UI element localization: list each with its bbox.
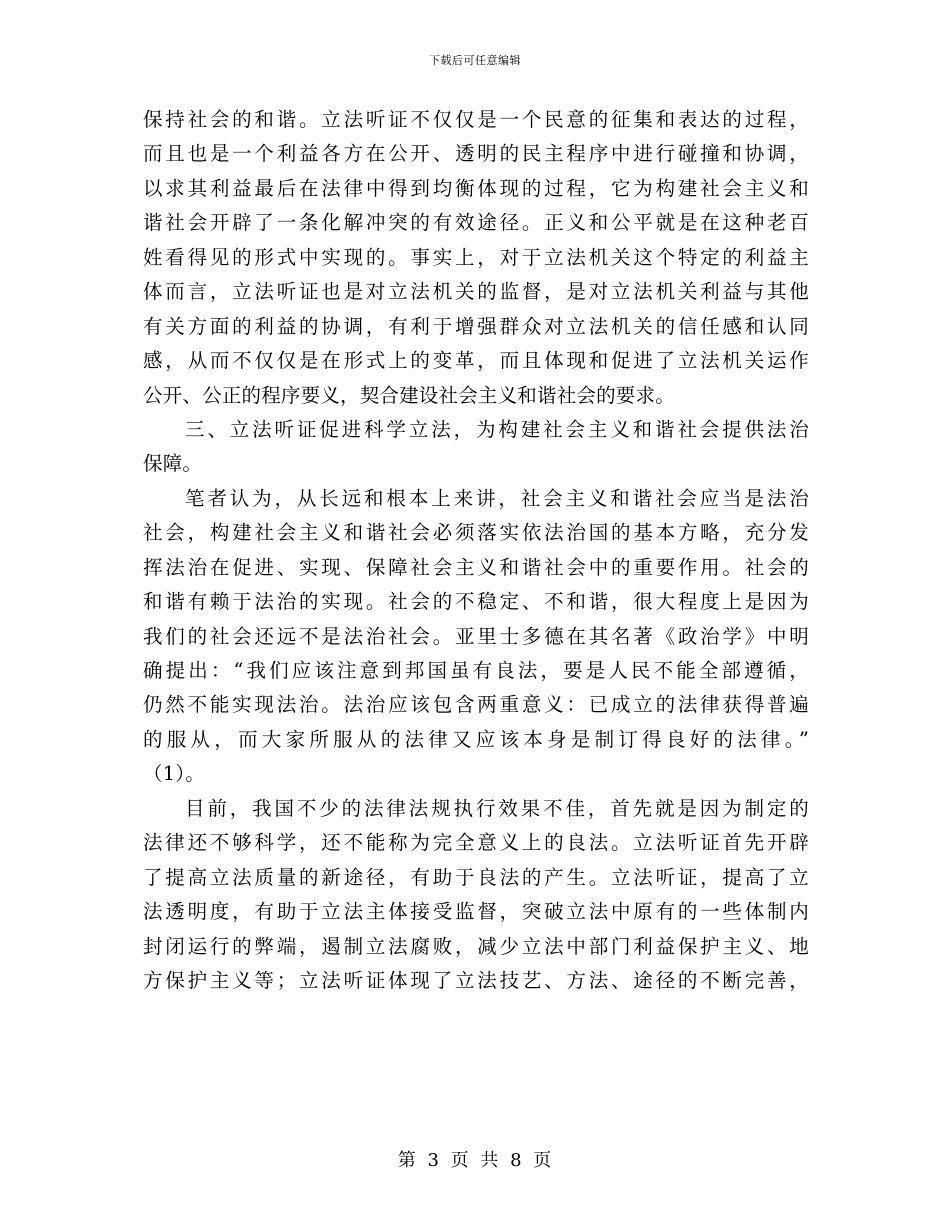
- page-number-footer: 第 3 页 共 8 页: [397, 1150, 553, 1171]
- document-body: [143, 103, 809, 998]
- text-line: 挥法治在促进、实现、保障社会主义和谐社会中的重要作用。社会的: [143, 555, 809, 579]
- text-line: 仍然不能实现法治。法治应该包含两重意义：已成立的法律获得普遍: [143, 693, 809, 717]
- text-line: 公开、公正的程序要义，契合建设社会主义和谐社会的要求。: [143, 383, 675, 407]
- section-heading-line: 三、立法听证促进科学立法，为构建社会主义和谐社会提供法治: [185, 417, 809, 441]
- text-line: 确提出：“我们应该注意到邦国虽有良法，要是人民不能全部遵循，: [143, 659, 809, 682]
- text-line: 有关方面的利益的协调，有利于增强群众对立法机关的信任感和认同: [143, 314, 809, 338]
- section-heading-line: 保障。: [143, 452, 203, 476]
- text-line: 目前，我国不少的法律法规执行效果不佳，首先就是因为制定的: [185, 796, 809, 820]
- text-line: 方保护主义等；立法听证体现了立法技艺、方法、途径的不断完善，: [143, 968, 809, 992]
- page-header-note: 下载后可任意编辑: [429, 54, 521, 67]
- text-line: 法律还不够科学，还不能称为完全意义上的良法。立法听证首先开辟: [143, 831, 809, 855]
- text-line: 社会，构建社会主义和谐社会必须落实依法治国的基本方略，充分发: [143, 521, 809, 545]
- text-line: 保持社会的和谐。立法听证不仅仅是一个民意的征集和表达的过程，: [143, 108, 809, 131]
- text-line: 体而言，立法听证也是对立法机关的监督，是对立法机关利益与其他: [143, 280, 809, 304]
- text-line: 的服从，而大家所服从的法律又应该本身是制订得良好的法律。”: [143, 727, 809, 751]
- text-line: 感，从而不仅仅是在形式上的变革，而且体现和促进了立法机关运作: [143, 349, 809, 373]
- text-line: 法透明度，有助于立法主体接受监督，突破立法中原有的一些体制内: [143, 900, 809, 924]
- text-line: 封闭运行的弊端，遏制立法腐败，减少立法中部门利益保护主义、地: [143, 934, 809, 958]
- text-line: 谐社会开辟了一条化解冲突的有效途径。正义和公平就是在这种老百: [143, 211, 809, 235]
- text-line: 姓看得见的形式中实现的。事实上，对于立法机关这个特定的利益主: [143, 245, 809, 269]
- text-line: 以求其利益最后在法律中得到均衡体现的过程，它为构建社会主义和: [143, 176, 809, 200]
- text-line: 笔者认为，从长远和根本上来讲，社会主义和谐社会应当是法治: [185, 486, 809, 510]
- text-line: 而且也是一个利益各方在公开、透明的民主程序中进行碰撞和协调，: [143, 142, 809, 166]
- footnote-reference: （1）。: [143, 762, 205, 786]
- text-line: 我们的社会还远不是法治社会。亚里士多德在其名著《政治学》中明: [143, 624, 809, 648]
- text-line: 了提高立法质量的新途径，有助于良法的产生。立法听证，提高了立: [143, 865, 809, 889]
- text-line: 和谐有赖于法治的实现。社会的不稳定、不和谐，很大程度上是因为: [143, 590, 809, 614]
